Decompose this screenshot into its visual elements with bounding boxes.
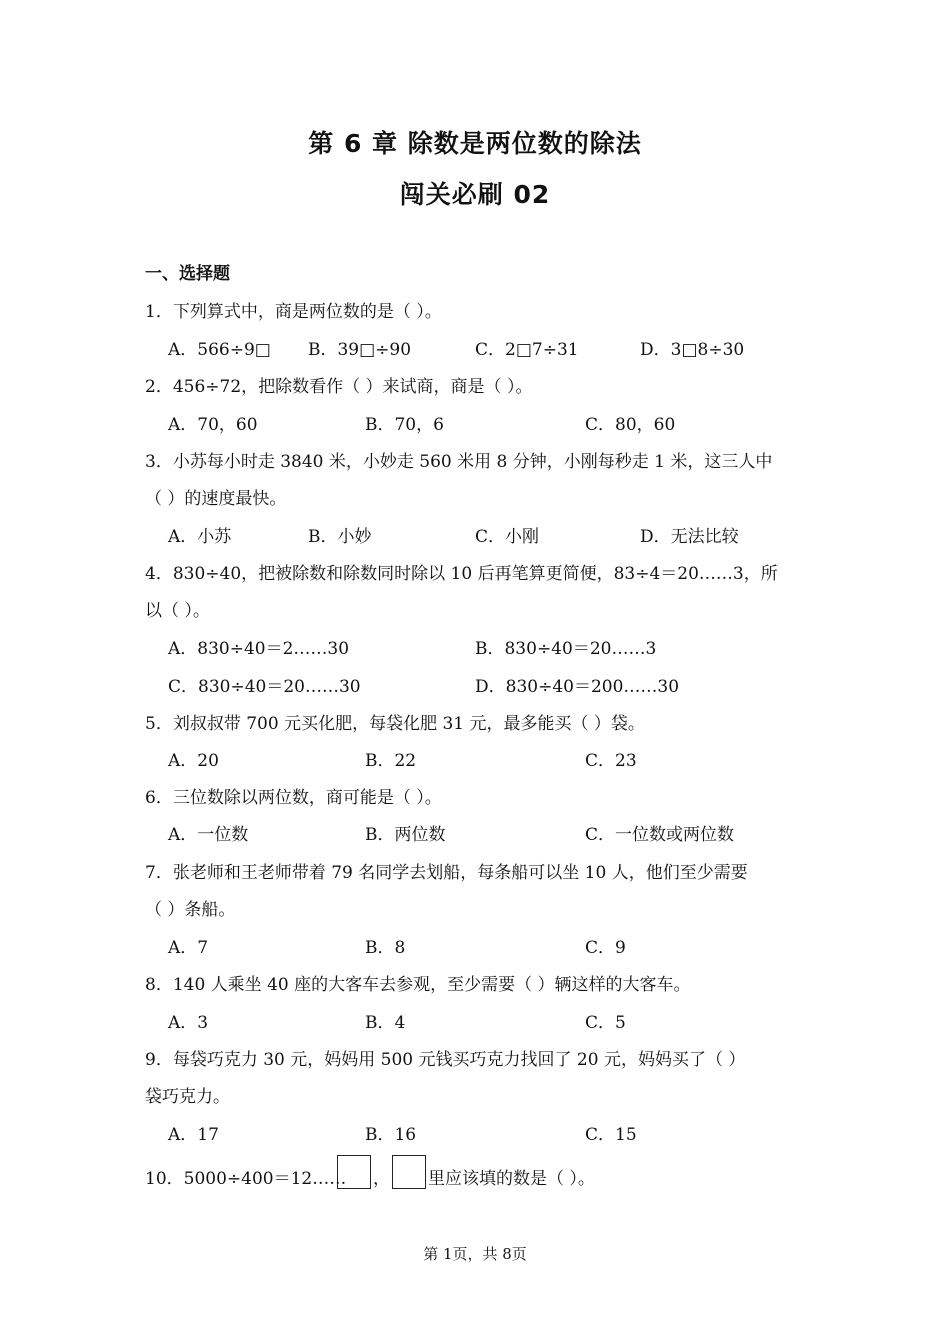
question-6-option-a: A．一位数 — [168, 825, 249, 845]
question-4-stem-line-2: 以（ ）。 — [145, 601, 210, 621]
document-title: 第 6 章 除数是两位数的除法 — [308, 129, 642, 158]
question-6-stem: 6．三位数除以两位数，商可能是（ ）。 — [145, 788, 442, 808]
question-2-stem: 2．456÷72，把除数看作（ ）来试商，商是（ ）。 — [145, 377, 533, 397]
question-4-option-c: C．830÷40＝20……30 — [168, 677, 361, 697]
question-5-option-b: B．22 — [365, 751, 417, 771]
question-6-option-c: C．一位数或两位数 — [585, 825, 735, 845]
question-1-option-d: D．3□8÷30 — [640, 340, 745, 360]
page-footer: 第 1页，共 8页 — [423, 1245, 527, 1263]
question-7-option-c: C．9 — [585, 938, 626, 958]
answer-blank-box-2 — [392, 1155, 426, 1189]
question-8-option-a: A．3 — [168, 1013, 209, 1033]
question-1-option-c: C．2□7÷31 — [475, 340, 579, 360]
question-10-part-2: ， — [373, 1169, 390, 1189]
question-7-option-a: A．7 — [168, 938, 209, 958]
question-8-option-b: B．4 — [365, 1013, 406, 1033]
question-1-option-a: A．566÷9□ — [168, 340, 271, 360]
question-1-option-b: B．39□÷90 — [308, 340, 412, 360]
document-subtitle: 闯关必刷 02 — [399, 180, 551, 209]
question-4-option-b: B．830÷40＝20……3 — [475, 639, 657, 659]
question-4-stem-line-1: 4．830÷40，把被除数和除数同时除以 10 后再笔算更简便，83÷4＝20……3，所 — [145, 564, 778, 584]
question-7-option-b: B．8 — [365, 938, 406, 958]
question-2-option-a: A．70，60 — [168, 415, 258, 435]
question-5-option-c: C．23 — [585, 751, 637, 771]
question-9-option-a: A．17 — [168, 1125, 219, 1145]
answer-blank-box-1 — [337, 1155, 371, 1189]
question-9-stem-line-2: 袋巧克力。 — [145, 1087, 230, 1107]
question-9-option-b: B．16 — [365, 1125, 417, 1145]
question-3-stem-line-2: （ ）的速度最快。 — [145, 489, 287, 509]
question-6-option-b: B．两位数 — [365, 825, 446, 845]
question-1-stem: 1．下列算式中，商是两位数的是（ ）。 — [145, 302, 442, 322]
question-2-option-c: C．80，60 — [585, 415, 676, 435]
question-8-option-c: C．5 — [585, 1013, 626, 1033]
question-4-option-d: D．830÷40＝200……30 — [475, 677, 680, 697]
question-8-stem: 8．140 人乘坐 40 座的大客车去参观，至少需要（ ）辆这样的大客车。 — [145, 975, 691, 995]
question-3-option-b: B．小妙 — [308, 527, 372, 547]
question-3-option-d: D．无法比较 — [640, 527, 739, 547]
question-9-stem-line-1: 9．每袋巧克力 30 元，妈妈用 500 元钱买巧克力找回了 20 元，妈妈买了（ ） — [145, 1050, 746, 1070]
question-10-part-3: 里应该填的数是（ ）。 — [428, 1169, 595, 1189]
section-heading: 一、选择题 — [145, 264, 230, 284]
question-7-stem-line-2: （ ）条船。 — [145, 900, 236, 920]
question-10-part-1: 10．5000÷400＝12…… — [145, 1169, 347, 1189]
question-3-option-c: C．小刚 — [475, 527, 540, 547]
question-3-option-a: A．小苏 — [168, 527, 232, 547]
question-5-option-a: A．20 — [168, 751, 219, 771]
question-5-stem: 5．刘叔叔带 700 元买化肥，每袋化肥 31 元，最多能买（ ）袋。 — [145, 714, 645, 734]
question-4-option-a: A．830÷40＝2……30 — [168, 639, 350, 659]
question-7-stem-line-1: 7．张老师和王老师带着 79 名同学去划船，每条船可以坐 10 人，他们至少需要 — [145, 863, 748, 883]
question-2-option-b: B．70，6 — [365, 415, 444, 435]
question-3-stem-line-1: 3．小苏每小时走 3840 米，小妙走 560 米用 8 分钟，小刚每秒走 1 米，这三人中 — [145, 452, 773, 472]
question-9-option-c: C．15 — [585, 1125, 637, 1145]
